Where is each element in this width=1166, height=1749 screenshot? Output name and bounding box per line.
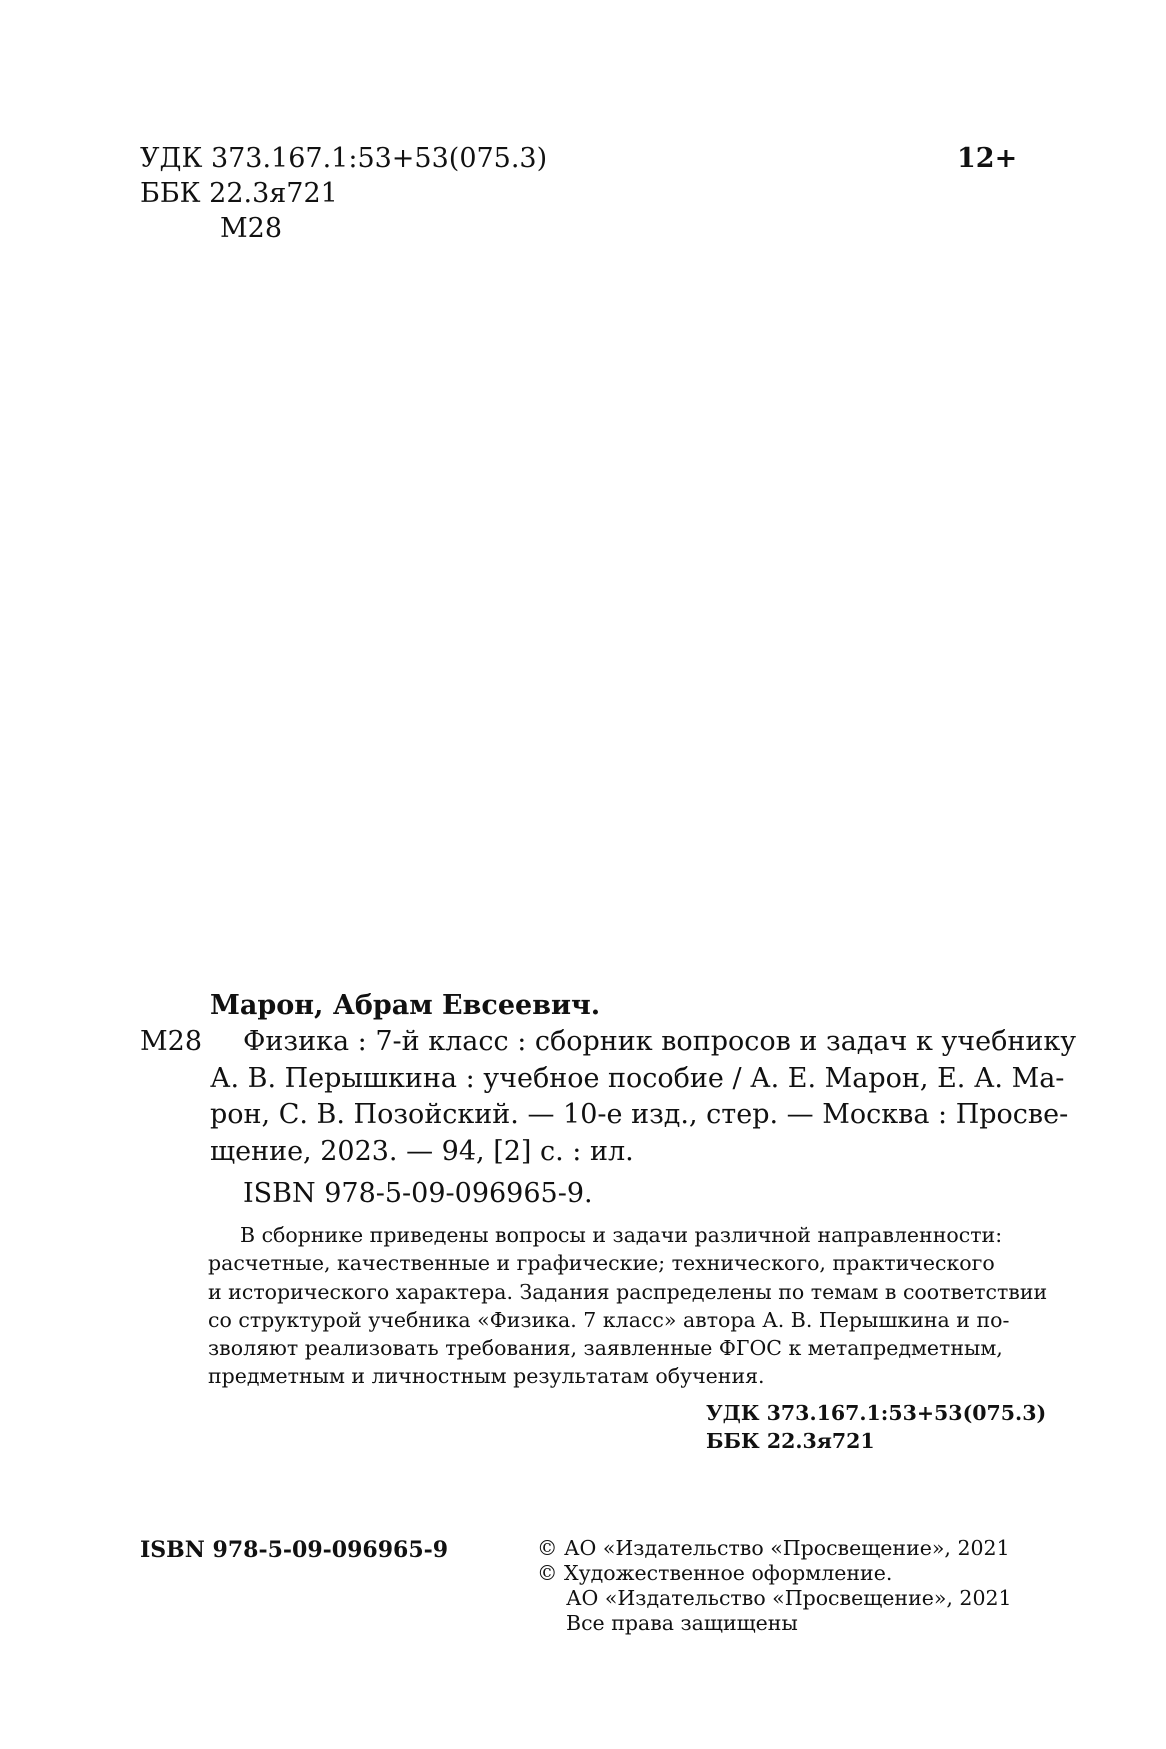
annotation-line: В сборнике приведены вопросы и задачи различной направленности: (240, 1223, 1003, 1247)
copyright-line: © Художественное оформление. (537, 1561, 893, 1585)
annotation-line: и исторического характера. Задания распределены по темам в соответствии (208, 1279, 1048, 1304)
record-author: Марон, Абрам Евсеевич. (210, 990, 601, 1021)
copyright-line: АО «Издательство «Просвещение», 2021 (566, 1586, 1012, 1610)
record-title-line: Физика : 7-й класс : сборник вопросов и задач к учебнику (243, 1026, 1077, 1057)
footer-isbn: ISBN 978-5-09-096965-9 (140, 1537, 449, 1563)
record-isbn: ISBN 978-5-09-096965-9. (243, 1178, 593, 1209)
record-title-line: щение, 2023. — 94, [2] с. : ил. (210, 1136, 634, 1167)
record-index-mark: М28 (140, 1026, 203, 1057)
header-bbk: ББК 22.3я721 (140, 178, 338, 209)
record-title-line: рон, С. В. Позойский. — 10-е изд., стер. — Москва : Просве- (210, 1099, 1069, 1130)
header-udk: УДК 373.167.1:53+53(075.3) (140, 143, 548, 174)
record-udk: УДК 373.167.1:53+53(075.3) (706, 1401, 1047, 1425)
annotation-line: предметным и личностным результатам обучения. (208, 1364, 765, 1389)
annotation-line: со структурой учебника «Физика. 7 класс» автора А. В. Перышкина и по- (208, 1307, 1010, 1332)
record-annotation (208, 1221, 1048, 1391)
annotation-line: расчетные, качественные и графические; технического, практического (208, 1251, 995, 1276)
copyright-line: Все права защищены (566, 1611, 798, 1635)
header-author-mark: М28 (220, 213, 283, 244)
record-bbk: ББК 22.3я721 (706, 1429, 875, 1453)
annotation-line: зволяют реализовать требования, заявленные ФГОС к метапредметным, (208, 1336, 1003, 1361)
record-title-line: А. В. Перышкина : учебное пособие / А. Е. Марон, Е. А. Ма- (210, 1063, 1065, 1094)
age-rating-badge: 12+ (957, 143, 1018, 174)
copyright-line: © АО «Издательство «Просвещение», 2021 (537, 1536, 1010, 1560)
